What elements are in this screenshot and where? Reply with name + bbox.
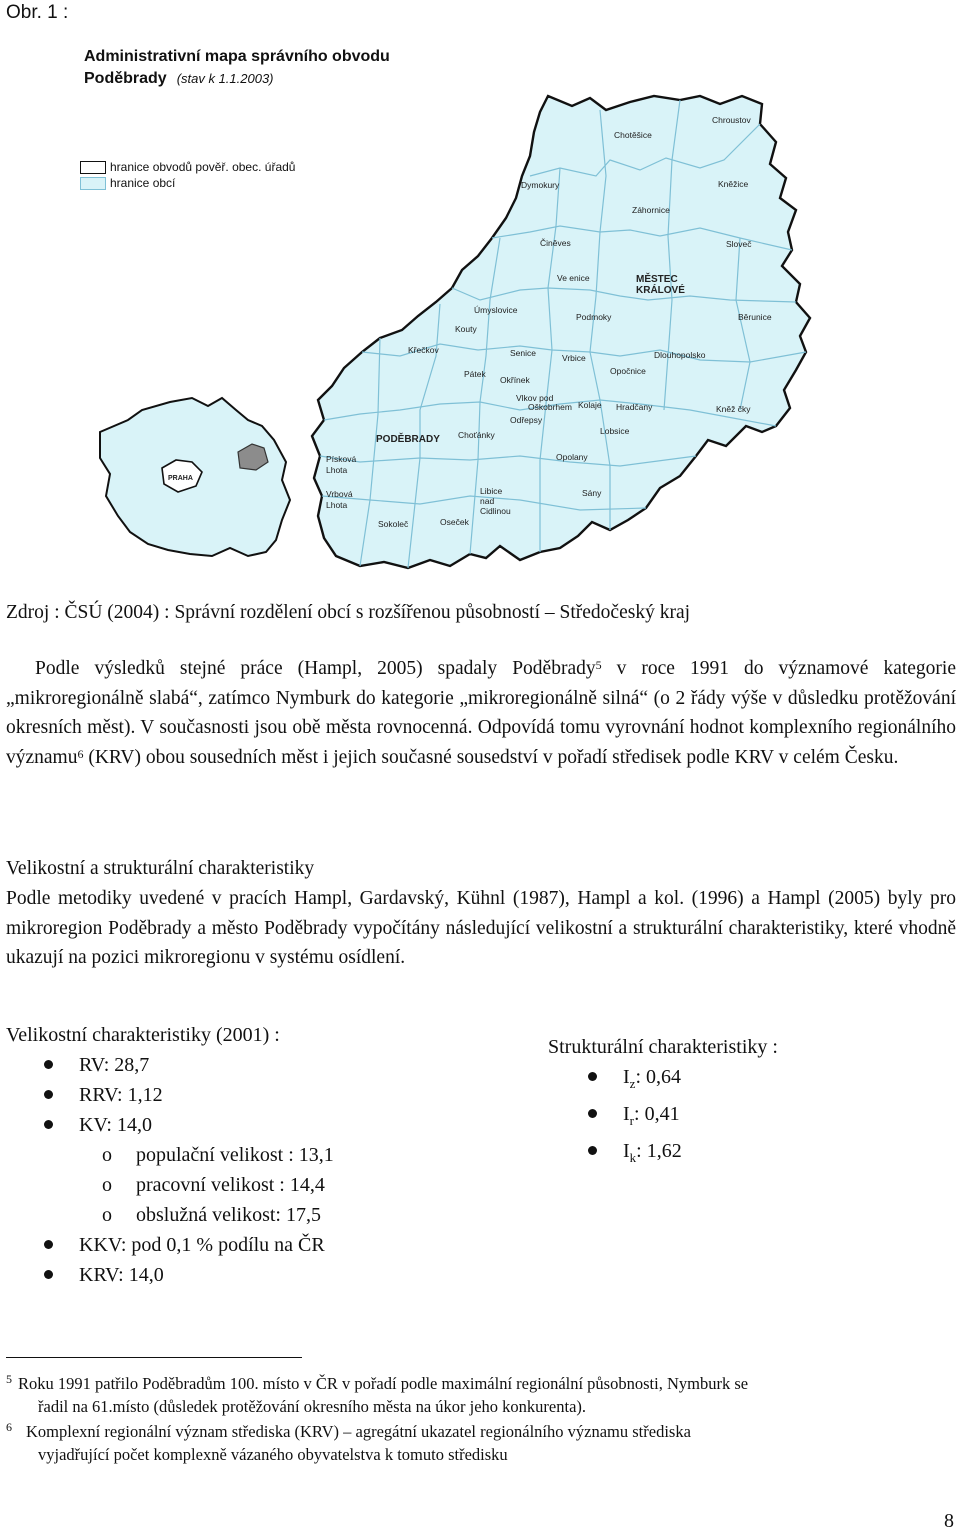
map-label: Písková [326, 454, 357, 464]
map-label: Běrunice [738, 312, 772, 322]
list-item [510, 1136, 950, 1173]
list-item-text: KV: 14,0 [79, 1114, 152, 1136]
footnote-text: vyjadřující počet komplexně vázaného obyvatelstva k tomuto středisku [38, 1445, 508, 1464]
index-value: : 0,41 [634, 1103, 680, 1125]
index-value: : 0,64 [635, 1066, 682, 1088]
figure-label: Obr. 1 : [6, 2, 69, 23]
district-map [0, 0, 960, 590]
legend-label-admin: hranice obvodů pověř. obec. úřadů [110, 160, 296, 174]
section-text: Podle metodiky uvedené v pracích Hampl, Gardavský, Kühnl (1987), Hampl a kol. (1996) a Hampl (2005) byly pro mikroregion Poděbrady a město Poděbrady vypočítány následující velikostní a strukturální charakteristiky, které vhodně ukazují na pozici mikroregionu v systému osídlení. [6, 888, 956, 968]
footnote-6 [6, 1420, 956, 1466]
map-label-city: PODĚBRADY [376, 434, 440, 445]
map-label: Chroustov [712, 115, 751, 125]
bullet-icon [44, 1120, 53, 1129]
map-label-prague: PRAHA [168, 475, 193, 482]
map-label: Vrbice [562, 353, 586, 363]
map-title-date: (stav k 1.1.2003) [176, 71, 274, 86]
sub-bullet-icon: o [102, 1144, 112, 1166]
map-label-city: KRÁLOVÉ [636, 285, 685, 296]
list-item [6, 1260, 486, 1290]
map-label: Lhota [326, 500, 348, 510]
structural-characteristics-heading: Strukturální charakteristiky : [548, 1036, 778, 1058]
paragraph-text: (KRV) obou sousedních měst i jejich současné sousedství v pořadí středisek podle KRV v celém Česku. [83, 746, 899, 768]
list-subitem [6, 1200, 486, 1230]
list-item [6, 1110, 486, 1140]
map-label: Hradčany [616, 402, 653, 412]
structural-characteristics [510, 1032, 950, 1173]
map-label: Lobsice [600, 426, 630, 436]
map-label: Vrbová [326, 489, 353, 499]
bullet-icon [44, 1270, 53, 1279]
index-subscript: k [629, 1150, 637, 1165]
map-label: Křečkov [408, 345, 439, 355]
list-item-text: obslužná velikost: 17,5 [136, 1204, 321, 1226]
map-title-line2: Poděbrady [84, 70, 167, 87]
bullet-icon [44, 1090, 53, 1099]
map-label: Opolany [556, 452, 588, 462]
map-label: Úmyslovice [474, 305, 518, 315]
list-item-text: RRV: 1,12 [79, 1084, 163, 1106]
map-label: Oseček [440, 517, 469, 527]
list-item [6, 1080, 486, 1110]
map-label: Libice [480, 486, 503, 496]
map-label: Sloveč [726, 239, 752, 249]
list-item-text: KKV: pod 0,1 % podílu na ČR [79, 1234, 325, 1256]
bullet-icon [44, 1060, 53, 1069]
footnote-number: 5 [6, 1372, 12, 1386]
structural-characteristics-list [510, 1062, 950, 1173]
list-item [510, 1062, 950, 1099]
map-label: Záhornice [632, 205, 670, 215]
map-label: Vlkov pod [516, 393, 554, 403]
footnote-5 [6, 1372, 956, 1418]
map-label: nad [480, 496, 495, 506]
index-symbol: I [623, 1103, 630, 1125]
size-characteristics-heading: Velikostní charakteristiky (2001) : [6, 1024, 280, 1046]
index-subscript: r [629, 1113, 635, 1128]
list-item-text: RV: 28,7 [79, 1054, 150, 1076]
map-label: Okřínek [500, 375, 530, 385]
page-number: 8 [944, 1510, 954, 1532]
map-label: Opočnice [610, 366, 646, 376]
size-characteristics [6, 1020, 486, 1290]
bullet-icon [588, 1072, 597, 1081]
map-label: Pátek [464, 369, 486, 379]
map-label: Ve enice [557, 273, 590, 283]
list-item-text: pracovní velikost : 14,4 [136, 1174, 325, 1196]
map-label: Odřepsy [510, 415, 543, 425]
list-item [510, 1099, 950, 1136]
size-characteristics-list [6, 1050, 486, 1290]
bullet-icon [44, 1240, 53, 1249]
paragraph-text: v roce 1991 do významové kategorie „mikroregionálně slabá“, zatímco Nymburk do kategorie „mikroregionálně silná“ (o 2 řády výše v důsledku protěžování okresních měst). V současnosti jsou obě města rovnocenná. Odpovídá tomu vyrovnání hodnot komplexního regionálního významu [6, 658, 956, 768]
list-item-text: KRV: 14,0 [79, 1264, 164, 1286]
list-item [6, 1230, 486, 1260]
district-outline [312, 96, 810, 568]
legend-label-municipal: hranice obcí [110, 176, 176, 190]
map-label: Oškobrhem [528, 402, 572, 412]
paragraph-classification [6, 654, 956, 772]
map-label: Sokoleč [378, 519, 409, 529]
index-symbol: I [623, 1140, 630, 1162]
paragraph-text: Podle výsledků stejné práce (Hampl, 2005) spadaly Poděbrady [35, 658, 596, 679]
map-label: Sány [582, 488, 602, 498]
map-label: Činěves [540, 238, 571, 248]
footnote-text: řadil na 61.místo (důsledek protěžování okresního města na úkor jeho konkurenta). [38, 1397, 587, 1416]
map-label: Lhota [326, 465, 348, 475]
figure-source: Zdroj : ČSÚ (2004) : Správní rozdělení obcí s rozšířenou působností – Středočeský kraj [6, 602, 691, 623]
footnote-ref-5: 5 [595, 658, 602, 672]
bullet-icon [588, 1109, 597, 1118]
bullet-icon [588, 1146, 597, 1155]
map-label: Kněžice [718, 179, 749, 189]
map-label: Kolaje [578, 400, 602, 410]
map-label: Choťánky [458, 430, 495, 440]
map-label: Kouty [455, 324, 477, 334]
map-title-line1: Administrativní mapa správního obvodu [84, 48, 390, 65]
map-label-city: MĚSTEC [636, 274, 678, 285]
map-label: Cidlinou [480, 506, 511, 516]
footnote-number: 6 [6, 1420, 12, 1434]
sub-bullet-icon: o [102, 1204, 112, 1226]
map-label: Senice [510, 348, 536, 358]
map-label: Chotěšice [614, 130, 652, 140]
map-label: Dymokury [521, 180, 560, 190]
footnote-text: Roku 1991 patřilo Poděbradům 100. místo v ČR v pořadí podle maximální regionální působnosti, Nymburk se [18, 1374, 749, 1393]
index-value: : 1,62 [636, 1140, 682, 1162]
footnote-divider [6, 1357, 302, 1358]
map-label: Podmoky [576, 312, 612, 322]
list-subitem [6, 1170, 486, 1200]
footnote-ref-6: 6 [77, 746, 84, 761]
index-symbol: I [623, 1066, 630, 1088]
map-label: Dlouhopolsko [654, 350, 706, 360]
map-label: Kněž čky [716, 404, 751, 414]
footnote-text: Komplexní regionální význam střediska (KRV) – agregátní ukazatel regionálního významu střediska [26, 1422, 691, 1441]
list-item [6, 1050, 486, 1080]
sub-bullet-icon: o [102, 1174, 112, 1196]
list-item-text: populační velikost : 13,1 [136, 1144, 334, 1166]
section-heading: Velikostní a strukturální charakteristiky [6, 858, 315, 879]
index-subscript: z [629, 1076, 636, 1091]
list-subitem [6, 1140, 486, 1170]
